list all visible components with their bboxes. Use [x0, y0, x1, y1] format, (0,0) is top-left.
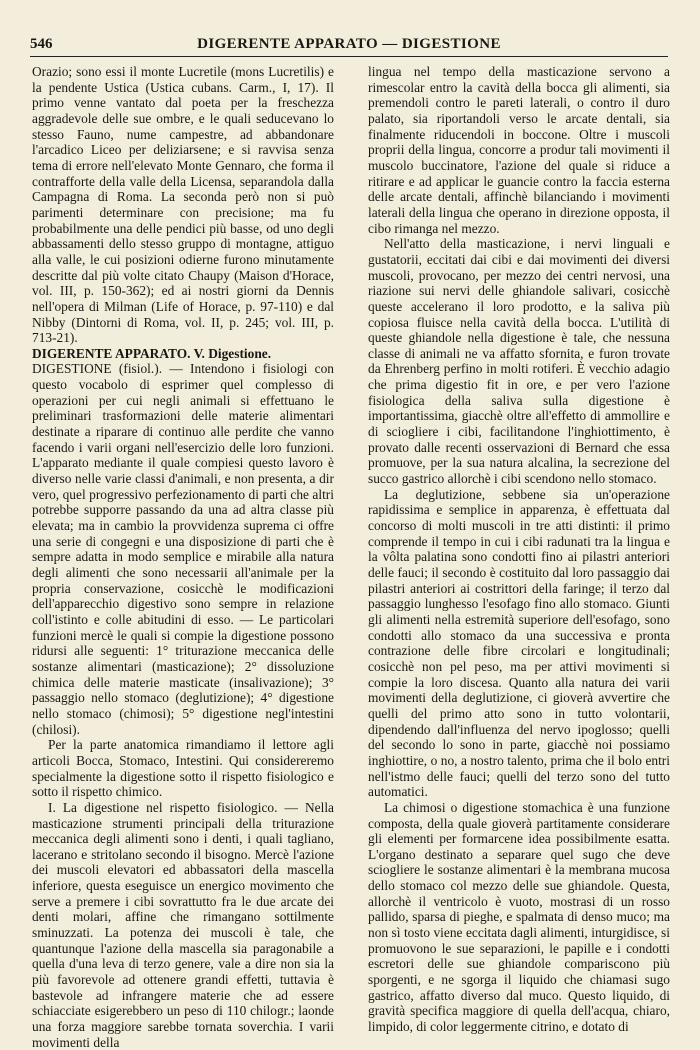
paragraph-chimosi: La chimosi o digestione stomachica è una funzione composta, della quale gioverà partitamente considerare gli elementi per formarcene idea possibilmente esatta. L'organo destinato a separare quel sugo che deve sciogliere le sostanze alimentari è la membrana mucosa dello stomaco col mezzo delle sue ghiandole. Questa, allorchè il ventricolo è vuoto, mostrasi di un rosso pallido, sparsa di pieghe, e spalmata di denso muco; ma non sì tosto viene eccitata dagli alimenti, inturgidisce, si promuovono le sue separazioni, le papille e i condotti escretori delle sue ghiandole compariscono più sporgenti, e ne sgorga il liquido che chiamasi sugo gastrico, affatto diverso dal muco. Questo liquido, di gravità specifica maggiore di quella dell'acqua, chiaro, limpido, di color leggermente citrino, e dotato di	[368, 799, 670, 1035]
running-title: DIGERENTE APPARATO — DIGESTIONE	[197, 36, 501, 52]
entry-digerente-apparato: DIGERENTE APPARATO. V. Digestione.	[32, 345, 272, 361]
paragraph-lingua: lingua nel tempo della masticazione servono a rimescolar entro la cavità della bocca gli alimenti, sia premendoli contro le pareti laterali, o contro il duro palato, sia riportandoli verso le arcate dentali, sia finalmente riducendoli in boccone. Oltre i muscoli proprii della lingua, concorre a produr tali movimenti il muscolo buccinatore, l'azione del quale si riduce a ritirare e ad applicar le guancie contro la faccia esterna delle arcate dentali, affinchè bilanciando i movimenti laterali della lingua che operano in direzione opposta, il cibo rimanga nel mezzo.	[368, 64, 670, 236]
left-column	[32, 64, 334, 1050]
paragraph-anatomica: Per la parte anatomica rimandiamo il lettore agli articoli Bocca, Stomaco, Intestini. Qui considereremo specialmente la digestione sotto il rispetto fisiologico e sotto il rispetto chimico.	[32, 737, 334, 800]
page-header	[30, 34, 668, 57]
entry-digestione: DIGESTIONE (fisiol.). — Intendono i fisiologi con questo vocabolo di esprimer quel complesso di operazioni per cui negli animali si effettuano le preliminari trasformazioni delle materie alimentari destinate a riparare di continuo alle perdite che vanno facendo i varii organi nell'esercizio delle loro funzioni. L'apparato mediante il quale compiesi questo lavoro è diverso nelle varie classi d'animali, e non presenta, a dir vero, quel progressivo perfezionamento di parti che altri potrebbe supporre passando da una ad altra classe più elevata; ma in cambio la provvidenza suprema ci offre una serie di congegni e una disposizione di parti che è sempre adatta in modo semplice e mirabile alla natura degli alimenti che sono necessarii all'animale per la propria conservazione, cosicchè le modificazioni dell'apparecchio digestivo sono sempre in relazione coll'istinto e colle abitudini di esso. — Le particolari funzioni mercè le quali si compie la digestione possono ridursi alle seguenti: 1° triturazione meccanica delle sostanze alimentari (masticazione); 2° dissoluzione chimica delle materie masticate (insalivazione); 3° passaggio nello stomaco (deglutizione); 4° digestione nello stomaco (chimosi); 5° digestione negl'intestini (chilosi).	[32, 361, 334, 737]
paragraph-section-one: I. La digestione nel rispetto fisiologico. — Nella masticazione strumenti principali della triturazione meccanica degli alimenti sono i denti, i quali tagliano, lacerano e stritolano secondo il bisogno. Mercè l'azione dei muscoli elevatori ed abbassatori della mascella inferiore, questa eseguisce un energico movimento che serve a premere i cibi sovrattutto fra le due arcate dei denti molari, affine che rimangano sottilmente sminuzzati. La potenza dei muscoli è tale, che quantunque l'azione della mascella sia paragonabile a quella d'una leva di terzo genere, vale a dire non sia la più favorevole ad ottenere grandi effetti, tuttavia è bastevole ad infrangere materie che ad essere schiacciate esigerebbero un peso di 110 chilogr.; laonde una forza maggiore sarebbe tornata soverchia. I varii movimenti della	[32, 799, 334, 1050]
page-number: 546	[30, 36, 53, 52]
paragraph-masticazione: Nell'atto della masticazione, i nervi linguali e gustatorii, eccitati dai cibi e dai movimenti dei diversi muscoli, provocano, per mezzo dei centri nervosi, una riazione sui nervi delle ghiandole salivari, cosicchè queste accelerano il loro prodotto, e la saliva più copiosa fluisce nella cavità della bocca. L'utilità di queste ghiandole nella digestione è tale, che nessuna classe di animali ne va affatto sfornita, e furon trovate da Ehrenberg perfino in molti rotiferi. È vecchio adagio che prima digestio fit in ore, e per vero l'azione fisiologica della saliva sulla digestione è importantissima, giacchè oltre all'effetto di ammollire e di sciogliere i cibi, facilitandone l'inghiottimento, è provato dalle recenti osservazioni di Bernard che essa promuove, per la sua natura alcalina, la secrezione del succo gastrico allorchè i cibi scendono nello stomaco.	[368, 236, 670, 487]
right-column	[368, 64, 670, 1035]
paragraph-orazio: Orazio; sono essi il monte Lucretile (mons Lucretilis) e la pendente Ustica (Ustica cubans. Carm., I, 17). Il primo venne vantato dal poeta per la freschezza aggradevole delle sue ombre, e le quali seducevano lo stesso Fauno, nume campestre, ad abbandonare l'arcadico Liceo per deliziarsene; e si ravvisa senza tema di errore nell'elevato Monte Gennaro, che forma il contrafforte della valle della Licensa, separandola dalla Campagna di Roma. La seconda però non si può parimenti determinare con precisione; ma fu probabilmente una delle pendici più basse, od uno degli abbassamenti dello stesso gruppo di montagne, attiguo alla valle, le cui posizioni odierne furono minutamente descritte dal più volte citato Chaupy (Maison d'Horace, vol. III, p. 150-362); ed ai nostri giorni da Dennis nell'opera di Milman (Life of Horace, p. 97-110) e dal Nibby (Dintorni di Roma, vol. II, p. 245; vol. III, p. 713-21).	[32, 64, 334, 346]
paragraph-deglutizione: La deglutizione, sebbene sia un'operazione rapidissima e semplice in apparenza, è effettuata dal concorso di molti muscoli in tre atti distinti: il primo comprende il tempo in cui i cibi radunati tra la lingua e la vôlta palatina sono condotti fino ai pilastri anteriori delle fauci; il secondo è costituito dal loro passaggio dai pilastri anteriori ai costrittori della faringe; il terzo dal passaggio lunghesso l'esofago fino allo stomaco. Giunti gli alimenti nella estremità superiore dell'esofago, sono condotti allo stomaco da una successiva e pronta contrazione delle fibre circolari e longitudinali; cosicchè non pel peso, ma per attivi movimenti si compie la loro discesa. Quanto alla natura dei varii movimenti della deglutizione, ci gioverà avvertire che quelli del primo atto sono in tutto volontarii, dipendendo dall'influenza del nervo ipoglosso; quelli del secondo lo sono in parte, giacchè noi possiamo inghiottire, o no, a nostro talento, prima che il bolo entri nell'istmo delle fauci; quelli del terzo sono del tutto automatici.	[368, 486, 670, 800]
